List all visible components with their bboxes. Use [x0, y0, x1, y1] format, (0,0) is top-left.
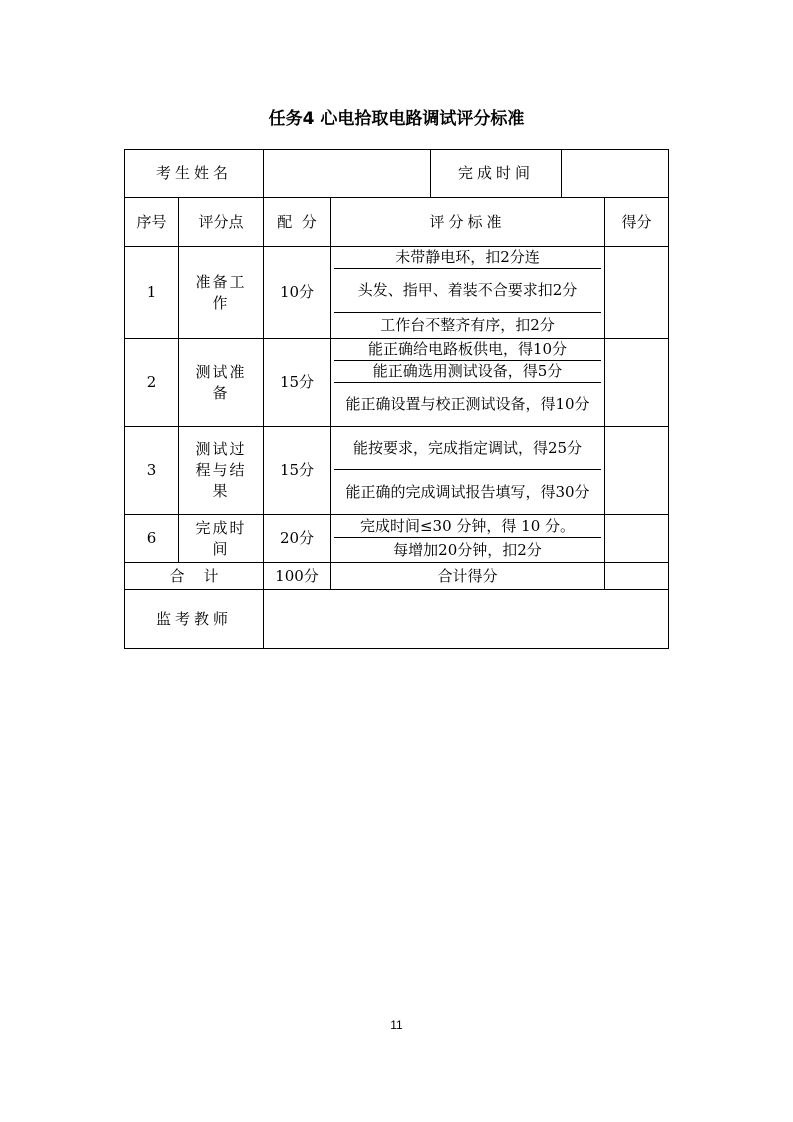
col-index-header: 序号: [125, 198, 179, 247]
total-label: 合 计: [125, 563, 264, 590]
candidate-name-label: 考生姓名: [125, 150, 264, 198]
scoring-table: [124, 149, 669, 649]
row-weight: 20分: [264, 515, 331, 563]
total-weight: 100分: [264, 563, 331, 590]
row-index: 6: [125, 515, 179, 563]
col-criteria-header: 评分标准: [331, 198, 605, 247]
row-point-text: 准备工作: [195, 272, 247, 312]
criterion-item: 头发、指甲、着装不合要求扣2分: [334, 269, 601, 313]
row-score-field[interactable]: [605, 515, 669, 563]
row-point-text: 完成时间: [195, 518, 247, 558]
completion-time-field[interactable]: [562, 150, 669, 198]
row-criteria: [331, 247, 605, 339]
row-criteria: [331, 515, 605, 563]
table-row: [125, 247, 669, 339]
row-point-text: 测试准备: [195, 362, 247, 402]
total-score-field[interactable]: [605, 563, 669, 590]
row-index: 1: [125, 247, 179, 339]
criterion-item: 能正确选用测试设备，得5分: [334, 361, 601, 383]
header-info-row: [125, 150, 669, 198]
criterion-item: 工作台不整齐有序，扣2分: [380, 316, 555, 334]
row-index: 2: [125, 339, 179, 427]
supervisor-field[interactable]: [264, 590, 669, 649]
row-point: [179, 427, 264, 515]
table-row: [125, 339, 669, 427]
row-point: [179, 515, 264, 563]
criterion-item: 未带静电环，扣2分连: [334, 247, 601, 269]
row-score-field[interactable]: [605, 247, 669, 339]
column-header-row: [125, 198, 669, 247]
total-row: [125, 563, 669, 590]
completion-time-label: 完成时间: [431, 150, 562, 198]
page-number: 11: [390, 1018, 403, 1032]
col-weight-header: 配 分: [264, 198, 331, 247]
row-score-field[interactable]: [605, 339, 669, 427]
col-point-header: 评分点: [179, 198, 264, 247]
table-row: [125, 515, 669, 563]
criterion-item: 每增加20分钟，扣2分: [393, 540, 542, 559]
criterion-item: 能按要求，完成指定调试，得25分: [334, 427, 601, 470]
row-criteria: [331, 427, 605, 515]
col-score-header: 得分: [605, 198, 669, 247]
supervisor-label: 监考教师: [125, 590, 264, 649]
row-score-field[interactable]: [605, 427, 669, 515]
criterion-item: 能正确的完成调试报告填写，得30分: [345, 482, 590, 501]
table-row: [125, 427, 669, 515]
row-weight: 15分: [264, 339, 331, 427]
row-index: 3: [125, 427, 179, 515]
row-weight: 10分: [264, 247, 331, 339]
row-point-text: 测试过程与结果: [195, 440, 247, 500]
row-weight: 15分: [264, 427, 331, 515]
criterion-item: 能正确给电路板供电，得10分: [334, 339, 601, 361]
total-criteria: 合计得分: [331, 563, 605, 590]
row-point: [179, 247, 264, 339]
row-point: [179, 339, 264, 427]
criterion-item: 完成时间≤30 分钟，得 10 分。: [334, 515, 601, 538]
criterion-item: 能正确设置与校正测试设备，得10分: [345, 395, 590, 413]
candidate-name-field[interactable]: [264, 150, 431, 198]
supervisor-row: [125, 590, 669, 649]
page-title: 任务4 心电拾取电路调试评分标准: [268, 109, 525, 129]
row-criteria: [331, 339, 605, 427]
